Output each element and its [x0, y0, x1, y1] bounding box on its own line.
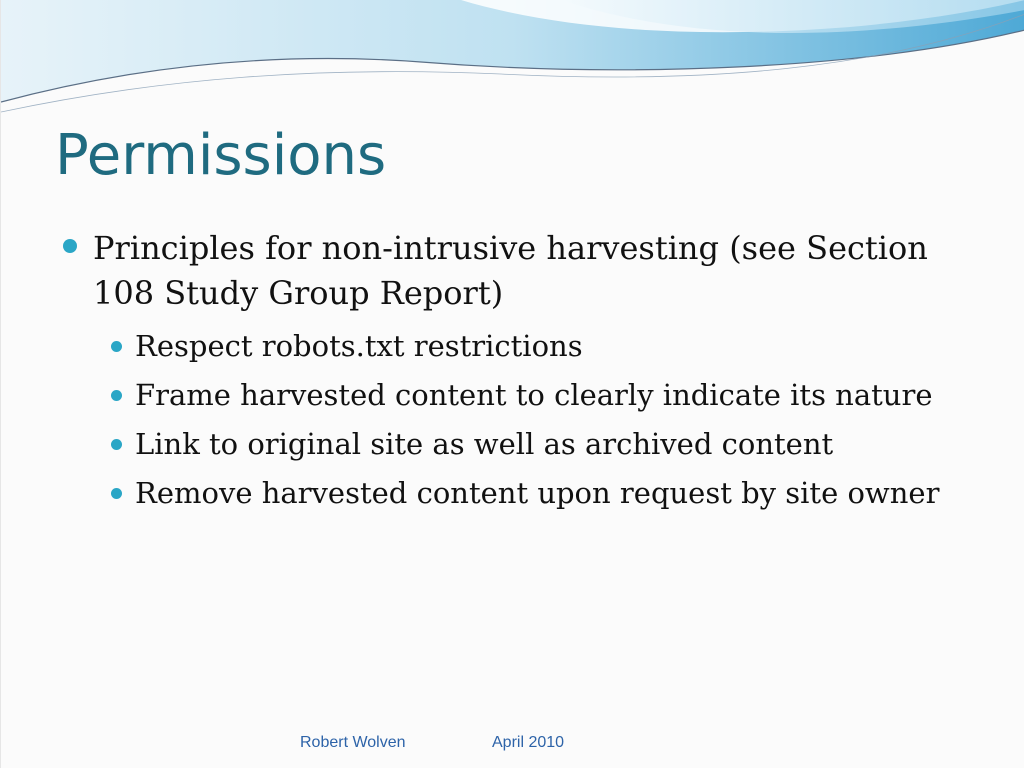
sub-bullet-item — [93, 371, 961, 420]
sub-bullet-text: Frame harvested content to clearly indicate its nature — [135, 378, 933, 412]
footer-date: April 2010 — [492, 734, 565, 751]
round-bullet-icon — [111, 488, 122, 499]
round-bullet-icon — [111, 390, 122, 401]
sub-bullet-text: Link to original site as well as archived content — [135, 427, 834, 461]
sub-bullet-text: Remove harvested content upon request by site owner — [135, 476, 940, 510]
bullet-item — [61, 226, 961, 518]
bullet-list — [61, 226, 961, 518]
bullet-text: Principles for non-intrusive harvesting (see Section 108 Study Group Report) — [93, 229, 928, 312]
round-bullet-icon — [111, 439, 122, 450]
sub-bullet-item — [93, 322, 961, 371]
sub-bullet-item — [93, 469, 961, 518]
sub-bullet-text: Respect robots.txt restrictions — [135, 329, 583, 363]
sub-bullet-list — [93, 322, 961, 518]
sub-bullet-item — [93, 420, 961, 469]
round-bullet-icon — [63, 239, 77, 253]
slide-title: Permissions — [55, 123, 387, 188]
header-wave-decoration — [1, 0, 1024, 120]
round-bullet-icon — [111, 341, 122, 352]
footer-author: Robert Wolven — [300, 734, 406, 751]
